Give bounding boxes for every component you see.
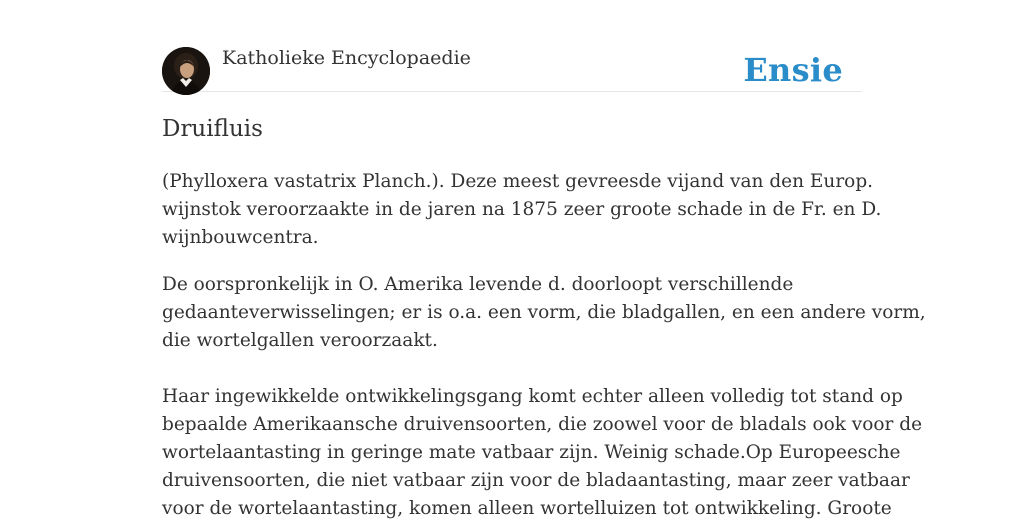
portrait-icon [162,47,210,95]
text-line: voor de wortelaantasting, komen alleen wortelluizen tot ontwikkeling. Groote [162,498,892,519]
article-body [162,168,926,523]
text-line: bepaalde Amerikaansche druivensoorten, die zoowel voor de bladals ook voor de [162,414,923,435]
paragraph [162,168,882,252]
text-line: De oorspronkelijk in O. Amerika levende d. doorloopt verschillende [162,274,794,295]
brand-logo[interactable]: Ensie [743,51,843,89]
source-avatar[interactable] [162,47,210,95]
text-line: Haar ingewikkelde ontwikkelingsgang komt echter alleen volledig tot stand op [162,386,903,407]
text-line: gedaanteverwisselingen; er is o.a. een vorm, die bladgallen, en een andere vorm, [162,302,926,323]
text-line: wijnbouwcentra. [162,227,319,248]
text-line: (Phylloxera vastatrix Planch.). Deze meest gevreesde vijand van den Europ. [162,171,874,192]
header [162,40,862,92]
paragraph [162,383,923,523]
text-line: druivensoorten, die niet vatbaar zijn voor de bladaantasting, maar zeer vatbaar [162,470,910,491]
source-title[interactable]: Katholieke Encyclopaedie [222,47,471,69]
text-line: wijnstok veroorzaakte in de jaren na 1875 zeer groote schade in de Fr. en D. [162,199,882,220]
text-line: die wortelgallen veroorzaakt. [162,330,438,351]
article-title: Druifluis [162,116,263,142]
paragraph [162,271,926,355]
text-line: wortelaantasting in geringe mate vatbaar zijn. Weinig schade.Op Europeesche [162,442,901,463]
